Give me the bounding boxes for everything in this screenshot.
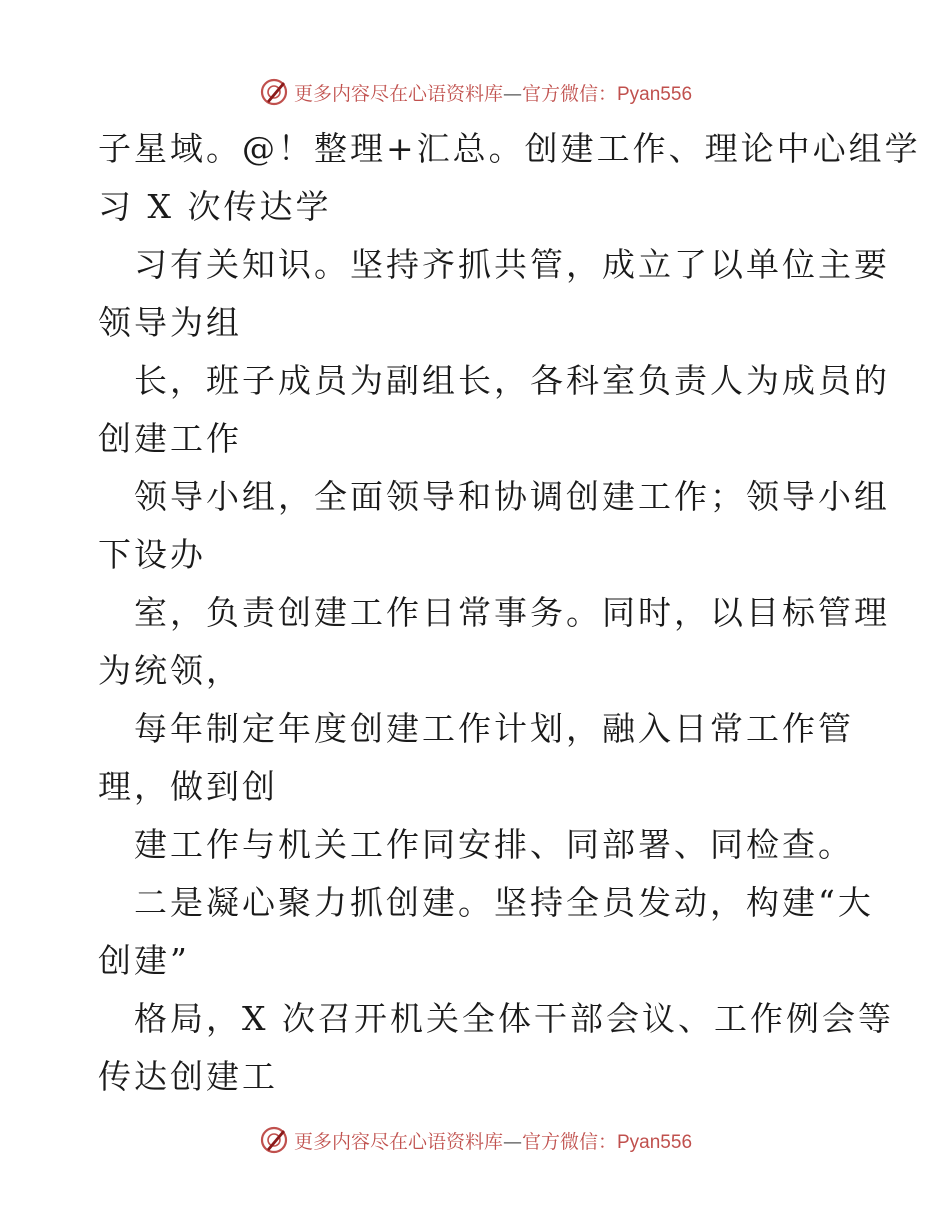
header-banner bbox=[0, 72, 950, 112]
footer-banner bbox=[0, 1120, 950, 1160]
text-line: 建工作与机关工作同安排、同部署、同检查。 bbox=[134, 825, 854, 864]
text-line: 领导小组，全面领导和协调创建工作；领导小组 bbox=[134, 477, 890, 516]
text-line: 创建工作 bbox=[98, 419, 242, 458]
text-line: 每年制定年度创建工作计划，融入日常工作管 bbox=[134, 709, 854, 748]
text-line: 长，班子成员为副组长，各科室负责人为成员的 bbox=[134, 361, 890, 400]
text-line: 下设办 bbox=[98, 535, 206, 574]
text-line: 习 X 次传达学 bbox=[98, 187, 332, 226]
text-line: 传达创建工 bbox=[98, 1057, 278, 1096]
text-line: 领导为组 bbox=[98, 303, 242, 342]
text-line: 子星域。@！整理+汇总。创建工作、理论中心组学 bbox=[98, 129, 921, 168]
text-line: 为统领， bbox=[98, 651, 242, 690]
text-line: 创建” bbox=[98, 941, 190, 980]
text-line: 习有关知识。坚持齐抓共管，成立了以单位主要 bbox=[134, 245, 890, 284]
pen-logo-icon bbox=[258, 76, 290, 108]
pen-logo-icon bbox=[258, 1124, 290, 1156]
text-line: 二是凝心聚力抓创建。坚持全员发动，构建“大 bbox=[134, 883, 874, 922]
text-line: 室，负责创建工作日常事务。同时，以目标管理 bbox=[134, 593, 890, 632]
header-banner-text: 更多内容尽在心语资料库—官方微信：Pyan556 bbox=[293, 82, 693, 105]
text-line: 理，做到创 bbox=[98, 767, 278, 806]
document-body bbox=[98, 120, 921, 1106]
text-line: 格局，X 次召开机关全体干部会议、工作例会等 bbox=[134, 999, 894, 1038]
footer-banner-text: 更多内容尽在心语资料库—官方微信：Pyan556 bbox=[293, 1130, 693, 1153]
